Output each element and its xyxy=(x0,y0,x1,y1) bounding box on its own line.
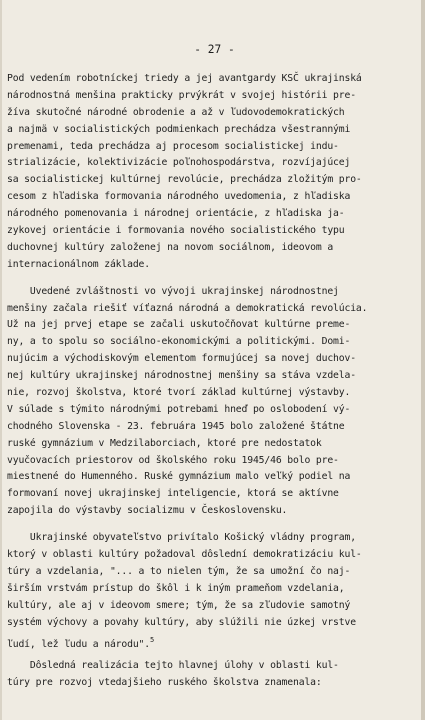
text-line: túry a vzdelania, "... a to nielen tým, že sa umožní čo naj- xyxy=(7,565,351,577)
text-line: strializácie, kolektivizácie poľnohospodárstva, rozvíjajúcej xyxy=(7,157,351,169)
text-line: nujúcim a východiskovým elementom formujúcej sa novej duchov- xyxy=(7,353,356,365)
text-line: Ukrajinské obyvateľstvo privítalo Košický vládny program, xyxy=(7,532,356,544)
footnote-mark: 5 xyxy=(150,635,155,644)
text-line: nej kultúry ukrajinskej národnostnej menšiny sa stáva vzdela- xyxy=(7,370,356,382)
text-line: sa socialistickej kultúrnej revolúcie, prechádza zložitým pro- xyxy=(7,174,362,186)
text-line: premenami, teda prechádza aj procesom socialistickej indu- xyxy=(7,140,339,152)
text-line: Uvedené zvláštnosti vo vývoji ukrajinskej národnostnej xyxy=(7,285,339,297)
text-line: cesom z hľadiska formovania národného uvedomenia, z hľadiska xyxy=(7,191,351,203)
text-line: nie, rozvoj školstva, ktoré tvorí základ kultúrnej výstavby. xyxy=(7,387,351,399)
paragraph-gap xyxy=(7,274,419,284)
text-line: ny, a to spolu so sociálno-ekonomickými a politickými. Domi- xyxy=(7,336,351,348)
text-line: túry pre rozvoj vtedajšieho ruského školstva znamenala: xyxy=(7,677,322,689)
text-line: duchovnej kultúry založenej na novom sociálnom, ideovom a xyxy=(7,241,334,253)
text-line: V súlade s týmito národnými potrebami hneď po oslobodení vý- xyxy=(7,403,351,415)
text-line: národnostná menšina prakticky prvýkrát v svojej histórii pre- xyxy=(7,89,356,101)
text-line: ruské gymnázium v Medzilaborciach, ktoré pre nedostatok xyxy=(7,437,322,449)
text-line: kultúry, ale aj v ideovom smere; tým, že sa zľudovie samotný xyxy=(7,599,351,611)
text-line: miestnené do Humenného. Ruské gymnázium malo veľký podiel na xyxy=(7,471,351,483)
text-line: menšiny začala riešiť víťazná národná a demokratická revolúcia. xyxy=(7,302,368,314)
text-line: národného pomenovania i národnej orientácie, z hľadiska ja- xyxy=(7,208,345,220)
text-line: chodného Slovenska - 23. februára 1945 bolo založené štátne xyxy=(7,420,345,432)
paragraph-2 xyxy=(7,284,419,520)
text-line: ktorý v oblasti kultúry požadoval dôslední demokratizáciu kul- xyxy=(7,549,362,561)
text-line-with-footnote xyxy=(7,632,419,649)
paragraph-4 xyxy=(7,658,419,692)
text-line: širším vrstvám prístup do škôl i k iným prameňom vzdelania, xyxy=(7,582,345,594)
text-line: ľudí, lež ľudu a národu". xyxy=(7,638,151,650)
text-line: žíva skutočné národné obrodenie a až v ľudovodemokratických xyxy=(7,106,345,118)
text-line: Pod vedením robotníckej triedy a jej avantgardy KSČ ukrajinská xyxy=(7,73,362,84)
paragraph-1 xyxy=(7,71,419,274)
text-line: formovaní novej ukrajinskej inteligencie, ktorá se aktívne xyxy=(7,488,339,500)
text-line: a najmä v socialistických podmienkach prechádza všestrannými xyxy=(7,123,351,135)
body-text xyxy=(7,71,419,692)
text-line: vyučovacích priestorov od školského roku 1945/46 bolo pre- xyxy=(7,454,339,466)
text-line: Už na jej prvej etape se začali uskutočňovat kultúrne preme- xyxy=(7,319,351,331)
text-line: systém výchovy a povahy kultúry, aby slúžili nie úzkej vrstve xyxy=(7,616,356,628)
paragraph-3 xyxy=(7,530,419,648)
text-line: internacionálnom základe. xyxy=(7,258,151,270)
text-line: zykovej orientácie i formovania nového socialistického typu xyxy=(7,225,345,237)
text-line: zapojila do výstavby socializmu v Československu. xyxy=(7,505,288,517)
text-line: Dôsledná realizácia tejto hlavnej úlohy v oblasti kul- xyxy=(7,660,339,672)
page-number: - 27 - xyxy=(194,43,235,56)
paragraph-gap xyxy=(7,520,419,530)
